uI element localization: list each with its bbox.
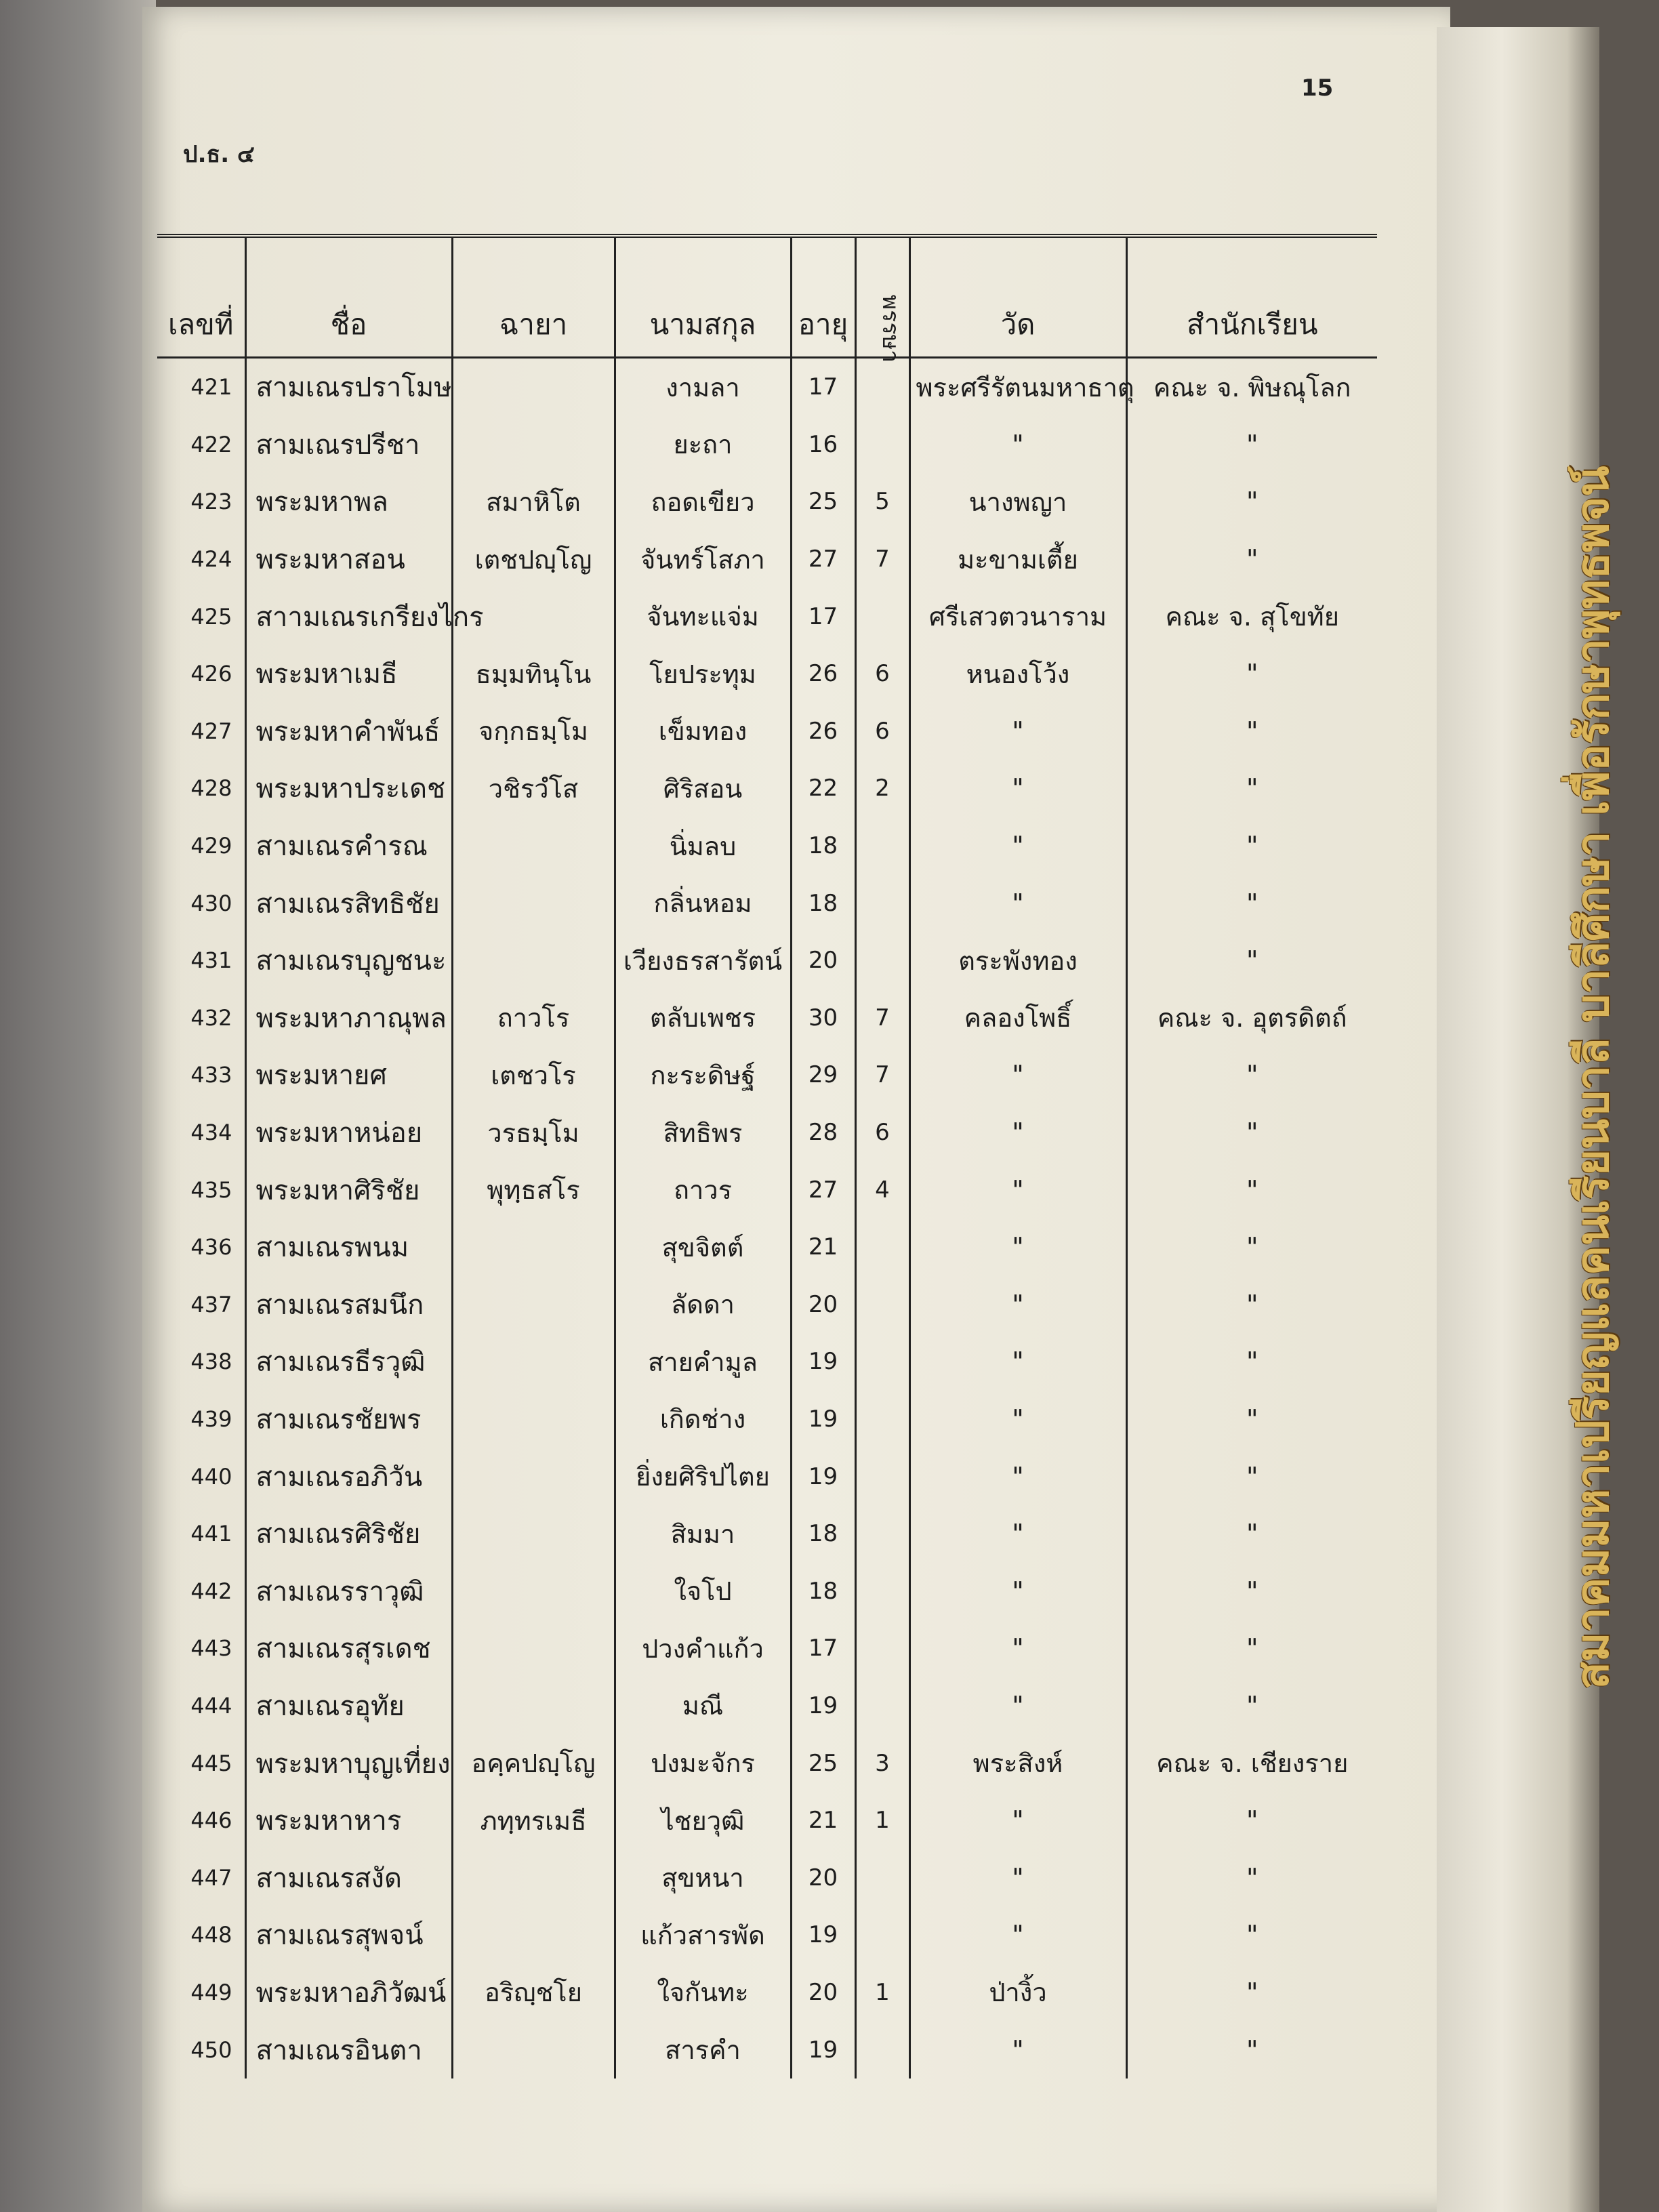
row-surname: ไชยวุฒิ — [615, 1792, 791, 1849]
row-surname: สุขหนา — [615, 1849, 791, 1906]
row-monastic-title: อคฺคปญฺโญ — [452, 1734, 615, 1792]
row-monastic-title: ธมฺมทินฺโน — [452, 645, 615, 703]
row-vassa — [855, 817, 909, 875]
row-surname: ยะถา — [615, 416, 791, 474]
row-name: สามเณรสุรเดช — [245, 1620, 452, 1677]
row-age: 25 — [791, 473, 855, 531]
row-name: พระมหาอภิวัฒน์ — [245, 1964, 452, 2022]
table-row — [157, 1964, 1377, 2022]
row-vassa: 1 — [855, 1964, 909, 2022]
page-number: 15 — [1301, 75, 1334, 102]
row-name: พระมหาเมธี — [245, 645, 452, 703]
table-row — [157, 817, 1377, 875]
row-age: 18 — [791, 874, 855, 932]
row-monastic-title: สมาหิโต — [452, 473, 615, 531]
row-name: พระมหาบุญเที่ยง — [245, 1734, 452, 1792]
row-vassa — [855, 1391, 909, 1448]
row-monastic-title — [452, 874, 615, 932]
row-vassa — [855, 1333, 909, 1391]
row-temple: ตระพังทอง — [909, 932, 1126, 989]
row-school: " — [1126, 1391, 1377, 1448]
row-age: 29 — [791, 1046, 855, 1104]
row-temple: " — [909, 703, 1126, 760]
row-monastic-title: ถาวโร — [452, 989, 615, 1047]
row-monastic-title: อริญฺชโย — [452, 1964, 615, 2022]
row-number: 421 — [190, 374, 232, 401]
row-surname: กลิ่นหอม — [615, 874, 791, 932]
row-monastic-title — [452, 932, 615, 989]
row-vassa — [855, 1562, 909, 1620]
table-row — [157, 1448, 1377, 1505]
col-header-vassa-label: พรรษา — [876, 294, 904, 363]
row-vassa: 7 — [855, 1046, 909, 1104]
row-surname: มณี — [615, 1677, 791, 1735]
row-age: 27 — [791, 531, 855, 588]
table-row — [157, 1046, 1377, 1104]
row-name: สามเณรธีรวุฒิ — [245, 1333, 452, 1391]
row-school: " — [1126, 874, 1377, 932]
results-table — [157, 234, 1377, 2078]
row-temple: " — [909, 1161, 1126, 1218]
row-name: พระมหาสอน — [245, 531, 452, 588]
row-monastic-title — [452, 1391, 615, 1448]
row-age: 27 — [791, 1161, 855, 1218]
row-vassa: 1 — [855, 1792, 909, 1849]
row-number: 445 — [190, 1750, 232, 1776]
row-temple: " — [909, 1792, 1126, 1849]
row-name: พระมหาหน่อย — [245, 1104, 452, 1162]
row-surname: สายคำมูล — [615, 1333, 791, 1391]
row-number: 440 — [190, 1463, 232, 1490]
row-school: " — [1126, 1677, 1377, 1735]
row-name: สาามเณรเกรียงไกร — [245, 588, 452, 645]
row-number: 449 — [190, 1979, 232, 2005]
col-header-school: สำนักเรียน — [1126, 236, 1377, 358]
row-name: พระมหาพล — [245, 473, 452, 531]
row-number: 425 — [190, 603, 232, 630]
row-school: " — [1126, 817, 1377, 875]
form-code: ป.ธ. ๔ — [183, 141, 255, 168]
row-number: 431 — [190, 947, 232, 974]
row-number: 444 — [190, 1692, 232, 1719]
row-temple: ศรีเสวตวนาราม — [909, 588, 1126, 645]
row-monastic-title — [452, 416, 615, 474]
row-vassa — [855, 1906, 909, 1964]
table-row — [157, 473, 1377, 531]
table-row — [157, 358, 1377, 416]
row-school: " — [1126, 416, 1377, 474]
row-temple: " — [909, 1333, 1126, 1391]
row-surname: เวียงธรสารัตน์ — [615, 932, 791, 989]
row-vassa — [855, 874, 909, 932]
row-age: 26 — [791, 703, 855, 760]
table-row — [157, 1677, 1377, 1735]
table-row — [157, 1104, 1377, 1162]
row-monastic-title: พุทฺธสโร — [452, 1161, 615, 1218]
col-header-surname: นามสกุล — [615, 236, 791, 358]
row-vassa — [855, 588, 909, 645]
row-vassa — [855, 1677, 909, 1735]
col-header-age: อายุ — [791, 236, 855, 358]
row-vassa: 6 — [855, 645, 909, 703]
row-temple: " — [909, 2021, 1126, 2078]
row-school: " — [1126, 760, 1377, 817]
table-row — [157, 1505, 1377, 1563]
row-name: พระมหาคำพันธ์ — [245, 703, 452, 760]
row-school: คณะ จ. พิษณุโลก — [1126, 358, 1377, 416]
row-monastic-title — [452, 1906, 615, 1964]
row-school: " — [1126, 1620, 1377, 1677]
row-school: " — [1126, 932, 1377, 989]
row-vassa: 4 — [855, 1161, 909, 1218]
row-surname: จันทะแจ่ม — [615, 588, 791, 645]
row-temple: มะขามเตี้ย — [909, 531, 1126, 588]
row-surname: งามลา — [615, 358, 791, 416]
row-age: 19 — [791, 1448, 855, 1505]
row-surname: กะระดิษฐ์ — [615, 1046, 791, 1104]
watermark-text: สมาคมมหาเปรียญแลคนเรียนบาลี บาลีศึกษา เพื่อรักษาพุทธพจน์ — [1566, 466, 1619, 1689]
row-temple: ป่างิ้ว — [909, 1964, 1126, 2022]
row-surname: ถอดเขียว — [615, 473, 791, 531]
row-name: สามเณรอินตา — [245, 2021, 452, 2078]
row-temple: " — [909, 1677, 1126, 1735]
row-surname: ลัดดา — [615, 1276, 791, 1334]
row-number: 424 — [190, 546, 232, 573]
row-temple: หนองโว้ง — [909, 645, 1126, 703]
row-monastic-title — [452, 1620, 615, 1677]
table-row — [157, 1218, 1377, 1276]
row-surname: จันทร์โสภา — [615, 531, 791, 588]
row-school: คณะ จ. อุตรดิตถ์ — [1126, 989, 1377, 1047]
row-surname: ปวงคำแก้ว — [615, 1620, 791, 1677]
row-number: 423 — [190, 489, 232, 515]
row-age: 18 — [791, 817, 855, 875]
row-name: สามเณรพนม — [245, 1218, 452, 1276]
row-age: 19 — [791, 2021, 855, 2078]
row-age: 18 — [791, 1505, 855, 1563]
row-vassa: 6 — [855, 1104, 909, 1162]
table-row — [157, 703, 1377, 760]
row-name: สามเณรสุพจน์ — [245, 1906, 452, 1964]
row-number: 439 — [190, 1406, 232, 1432]
row-school: " — [1126, 473, 1377, 531]
row-monastic-title — [452, 1276, 615, 1334]
row-temple: " — [909, 1562, 1126, 1620]
row-number: 429 — [190, 833, 232, 859]
row-vassa: 7 — [855, 531, 909, 588]
row-surname: แก้วสารพัด — [615, 1906, 791, 1964]
row-monastic-title — [452, 358, 615, 416]
row-temple: " — [909, 1391, 1126, 1448]
table-row — [157, 416, 1377, 474]
row-surname: ปงมะจักร — [615, 1734, 791, 1792]
row-monastic-title — [452, 1448, 615, 1505]
row-school: " — [1126, 1104, 1377, 1162]
row-surname: เกิดช่าง — [615, 1391, 791, 1448]
row-temple: " — [909, 1620, 1126, 1677]
row-vassa — [855, 1620, 909, 1677]
row-surname: ศิริสอน — [615, 760, 791, 817]
table-row — [157, 1620, 1377, 1677]
row-monastic-title — [452, 1505, 615, 1563]
row-monastic-title: เตชปญฺโญ — [452, 531, 615, 588]
row-temple: คลองโพธิ์ — [909, 989, 1126, 1047]
row-vassa: 5 — [855, 473, 909, 531]
row-number: 427 — [190, 718, 232, 744]
row-name: พระมหาศิริชัย — [245, 1161, 452, 1218]
row-vassa — [855, 1849, 909, 1906]
row-age: 16 — [791, 416, 855, 474]
row-vassa — [855, 1505, 909, 1563]
row-monastic-title — [452, 1333, 615, 1391]
row-surname: สิมมา — [615, 1505, 791, 1563]
row-number: 436 — [190, 1234, 232, 1261]
row-vassa — [855, 1276, 909, 1334]
row-vassa — [855, 416, 909, 474]
row-surname: เข็มทอง — [615, 703, 791, 760]
row-number: 428 — [190, 775, 232, 802]
row-monastic-title: วชิรวํโส — [452, 760, 615, 817]
row-number: 446 — [190, 1807, 232, 1834]
table-row — [157, 1906, 1377, 1964]
row-age: 28 — [791, 1104, 855, 1162]
row-monastic-title: จกฺกธมฺโม — [452, 703, 615, 760]
row-school: " — [1126, 1562, 1377, 1620]
row-name: สามเณรชัยพร — [245, 1391, 452, 1448]
row-school: " — [1126, 1964, 1377, 2022]
row-number: 447 — [190, 1864, 232, 1891]
row-school: " — [1126, 1333, 1377, 1391]
row-temple: " — [909, 760, 1126, 817]
row-surname: ยิ่งยศิริปไตย — [615, 1448, 791, 1505]
row-school: " — [1126, 645, 1377, 703]
row-number: 426 — [190, 661, 232, 687]
table-header-row — [157, 236, 1377, 358]
row-age: 20 — [791, 1849, 855, 1906]
row-school: คณะ จ. สุโขทัย — [1126, 588, 1377, 645]
row-monastic-title: เตชวโร — [452, 1046, 615, 1104]
row-monastic-title — [452, 1218, 615, 1276]
row-name: สามเณรปราโมษ — [245, 358, 452, 416]
row-name: สามเณรสมนึก — [245, 1276, 452, 1334]
row-age: 20 — [791, 1964, 855, 2022]
table-row — [157, 1276, 1377, 1334]
row-name: สามเณรอภิวัน — [245, 1448, 452, 1505]
row-name: สามเณรสิทธิชัย — [245, 874, 452, 932]
row-school: " — [1126, 1218, 1377, 1276]
row-age: 19 — [791, 1677, 855, 1735]
row-number: 450 — [190, 2036, 232, 2063]
row-vassa — [855, 358, 909, 416]
row-temple: " — [909, 1906, 1126, 1964]
row-name: พระมหาภาณุพล — [245, 989, 452, 1047]
row-monastic-title — [452, 1562, 615, 1620]
left-page-edge — [0, 0, 156, 2212]
row-surname: ถาวร — [615, 1161, 791, 1218]
row-surname: สุขจิตต์ — [615, 1218, 791, 1276]
results-table-wrapper — [157, 234, 1377, 2078]
row-vassa: 3 — [855, 1734, 909, 1792]
row-number: 437 — [190, 1291, 232, 1317]
table-row — [157, 874, 1377, 932]
row-number: 432 — [190, 1004, 232, 1031]
row-monastic-title — [452, 2021, 615, 2078]
watermark — [1559, 447, 1626, 1708]
table-row — [157, 989, 1377, 1047]
table-row — [157, 588, 1377, 645]
row-surname: สิทธิพร — [615, 1104, 791, 1162]
row-temple: " — [909, 1218, 1126, 1276]
row-monastic-title — [452, 1849, 615, 1906]
row-name: พระมหาประเดช — [245, 760, 452, 817]
row-temple: " — [909, 1276, 1126, 1334]
row-temple: " — [909, 817, 1126, 875]
row-age: 30 — [791, 989, 855, 1047]
row-age: 18 — [791, 1562, 855, 1620]
table-row — [157, 1333, 1377, 1391]
row-name: สามเณรศิริชัย — [245, 1505, 452, 1563]
row-name: สามเณรคำรณ — [245, 817, 452, 875]
table-row — [157, 760, 1377, 817]
col-header-vassa — [855, 236, 909, 363]
col-header-number: เลขที่ — [157, 236, 245, 358]
row-age: 20 — [791, 1276, 855, 1334]
row-school: " — [1126, 2021, 1377, 2078]
row-age: 19 — [791, 1906, 855, 1964]
row-vassa: 2 — [855, 760, 909, 817]
row-school: " — [1126, 531, 1377, 588]
row-surname: ตลับเพชร — [615, 989, 791, 1047]
row-number: 430 — [190, 890, 232, 916]
row-school: " — [1126, 1792, 1377, 1849]
row-number: 438 — [190, 1349, 232, 1375]
row-temple: " — [909, 874, 1126, 932]
table-row — [157, 1562, 1377, 1620]
row-age: 17 — [791, 588, 855, 645]
col-header-name: ชื่อ — [245, 236, 452, 358]
table-row — [157, 1849, 1377, 1906]
row-age: 19 — [791, 1333, 855, 1391]
row-temple: " — [909, 1505, 1126, 1563]
row-name: พระมหายศ — [245, 1046, 452, 1104]
row-school: " — [1126, 703, 1377, 760]
row-number: 441 — [190, 1521, 232, 1547]
row-name: สามเณรสงัด — [245, 1849, 452, 1906]
row-school: " — [1126, 1046, 1377, 1104]
row-surname: โยประทุม — [615, 645, 791, 703]
row-school: " — [1126, 1448, 1377, 1505]
col-header-temple: วัด — [909, 236, 1126, 358]
row-monastic-title — [452, 1677, 615, 1735]
row-school: " — [1126, 1161, 1377, 1218]
row-number: 435 — [190, 1176, 232, 1203]
row-vassa: 7 — [855, 989, 909, 1047]
row-surname: ใจโป — [615, 1562, 791, 1620]
row-name: สามเณรราวุฒิ — [245, 1562, 452, 1620]
row-age: 22 — [791, 760, 855, 817]
table-body — [157, 358, 1377, 2078]
row-school: " — [1126, 1505, 1377, 1563]
row-vassa — [855, 932, 909, 989]
row-number: 443 — [190, 1635, 232, 1662]
table-row — [157, 932, 1377, 989]
row-name: สามเณรบุญชนะ — [245, 932, 452, 989]
row-age: 21 — [791, 1218, 855, 1276]
row-temple: นางพญา — [909, 473, 1126, 531]
row-temple: " — [909, 1849, 1126, 1906]
row-temple: " — [909, 416, 1126, 474]
row-school: " — [1126, 1906, 1377, 1964]
table-row — [157, 1391, 1377, 1448]
row-school: " — [1126, 1849, 1377, 1906]
table-row — [157, 2021, 1377, 2078]
row-temple: พระสิงห์ — [909, 1734, 1126, 1792]
row-surname: สารคำ — [615, 2021, 791, 2078]
row-vassa — [855, 2021, 909, 2078]
row-name: สามเณรอุทัย — [245, 1677, 452, 1735]
row-number: 422 — [190, 431, 232, 457]
row-school: " — [1126, 1276, 1377, 1334]
row-vassa — [855, 1448, 909, 1505]
row-temple: " — [909, 1104, 1126, 1162]
row-vassa: 6 — [855, 703, 909, 760]
row-age: 26 — [791, 645, 855, 703]
row-monastic-title — [452, 817, 615, 875]
row-surname: ใจกันทะ — [615, 1964, 791, 2022]
row-temple: " — [909, 1448, 1126, 1505]
row-name: สามเณรปรีชา — [245, 416, 452, 474]
row-number: 448 — [190, 1922, 232, 1948]
row-temple: พระศรีรัตนมหาธาตุ — [909, 358, 1126, 416]
row-name: พระมหาหาร — [245, 1792, 452, 1849]
row-age: 19 — [791, 1391, 855, 1448]
row-monastic-title: วรธมฺโม — [452, 1104, 615, 1162]
row-temple: " — [909, 1046, 1126, 1104]
row-age: 25 — [791, 1734, 855, 1792]
col-header-monastic-title: ฉายา — [452, 236, 615, 358]
table-row — [157, 645, 1377, 703]
table-row — [157, 1734, 1377, 1792]
table-row — [157, 1792, 1377, 1849]
row-number: 434 — [190, 1120, 232, 1146]
row-surname: นิ่มลบ — [615, 817, 791, 875]
row-age: 17 — [791, 358, 855, 416]
table-row — [157, 1161, 1377, 1218]
row-number: 433 — [190, 1062, 232, 1088]
row-vassa — [855, 1218, 909, 1276]
row-monastic-title: ภทฺทรเมธี — [452, 1792, 615, 1849]
row-school: คณะ จ. เชียงราย — [1126, 1734, 1377, 1792]
table-row — [157, 531, 1377, 588]
row-age: 17 — [791, 1620, 855, 1677]
row-age: 21 — [791, 1792, 855, 1849]
row-number: 442 — [190, 1578, 232, 1604]
row-age: 20 — [791, 932, 855, 989]
